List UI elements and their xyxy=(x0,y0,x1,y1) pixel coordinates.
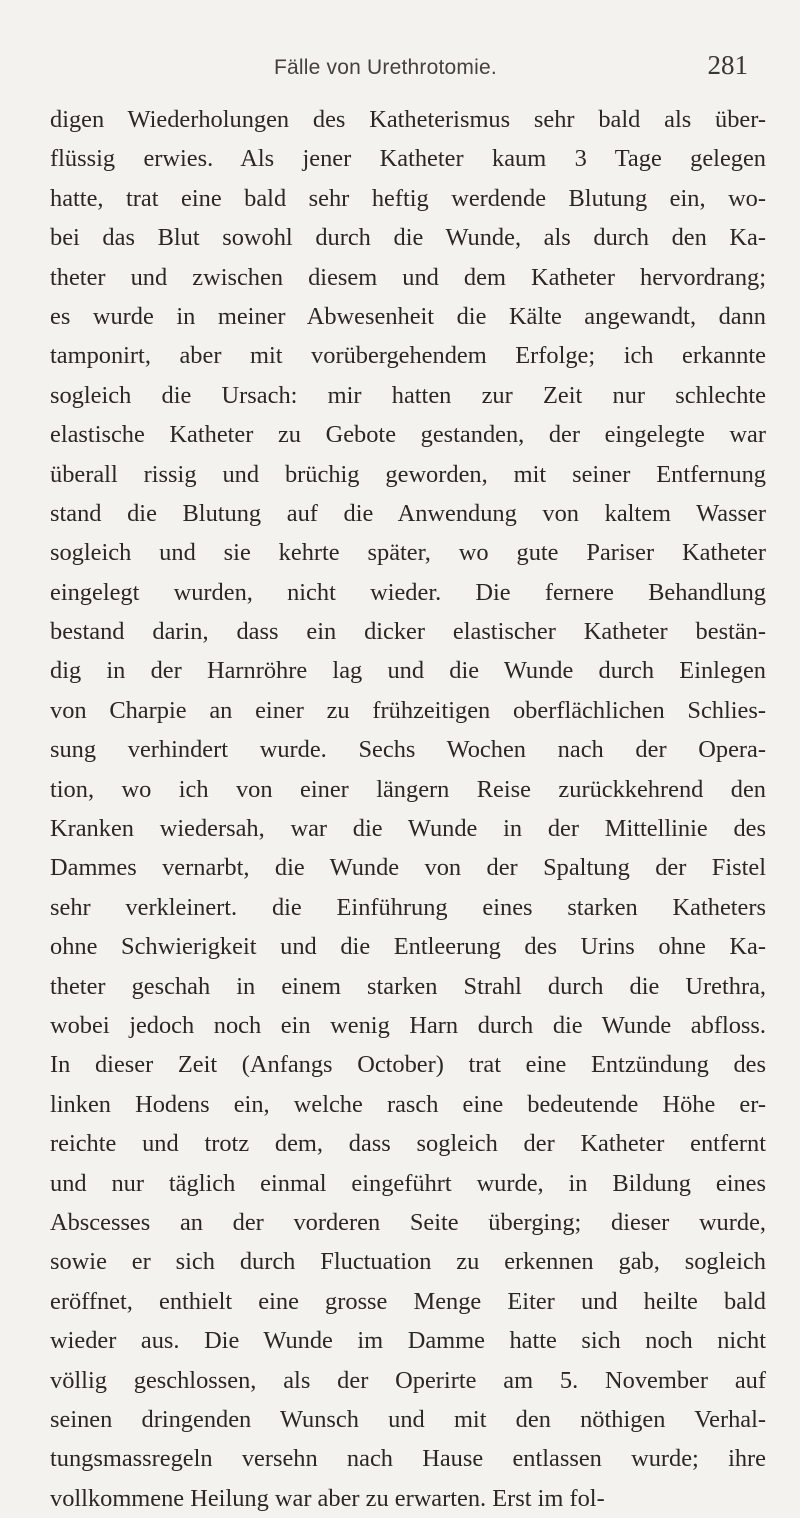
page-number: 281 xyxy=(707,50,748,80)
text-line: tungsmassregeln versehn nach Hause entlassen wurde; ihre xyxy=(50,1445,766,1473)
text-line: eröffnet, enthielt eine grosse Menge Eiter und heilte bald xyxy=(50,1287,766,1315)
text-line: linken Hodens ein, welche rasch eine bedeutende Höhe er- xyxy=(50,1090,766,1118)
text-line: eingelegt wurden, nicht wieder. Die fernere Behandlung xyxy=(50,578,766,606)
text-line: überall rissig und brüchig geworden, mit seiner Entfernung xyxy=(50,460,766,488)
running-title: Fälle von Urethrotomie. xyxy=(274,56,497,79)
text-line: ohne Schwierigkeit und die Entleerung des Urins ohne Ka- xyxy=(50,933,766,961)
text-line: In dieser Zeit (Anfangs October) trat eine Entzündung des xyxy=(50,1051,766,1079)
text-line: wieder aus. Die Wunde im Damme hatte sich noch nicht xyxy=(50,1327,766,1355)
text-line: völlig geschlossen, als der Operirte am 5. November auf xyxy=(50,1366,766,1394)
text-line: von Charpie an einer zu frühzeitigen oberflächlichen Schlies- xyxy=(50,696,766,724)
text-line: theter geschah in einem starken Strahl durch die Urethra, xyxy=(50,972,766,1000)
text-line: flüssig erwies. Als jener Katheter kaum 3 Tage gelegen xyxy=(50,145,766,173)
text-line: seinen dringenden Wunsch und mit den nöthigen Verhal- xyxy=(50,1405,766,1433)
text-line: reichte und trotz dem, dass sogleich der Katheter entfernt xyxy=(50,1130,766,1158)
text-line: Abscesses an der vorderen Seite überging; dieser wurde, xyxy=(50,1208,766,1236)
text-line: elastische Katheter zu Gebote gestanden, der eingelegte war xyxy=(50,421,766,449)
text-line: wobei jedoch noch ein wenig Harn durch die Wunde abfloss. xyxy=(50,1011,766,1039)
text-line: sung verhindert wurde. Sechs Wochen nach der Opera- xyxy=(50,736,766,764)
text-line: sogleich und sie kehrte später, wo gute Pariser Katheter xyxy=(50,539,766,567)
text-line: sehr verkleinert. die Einführung eines starken Katheters xyxy=(50,893,766,921)
text-line: Kranken wiedersah, war die Wunde in der Mittellinie des xyxy=(50,815,766,843)
text-line: es wurde in meiner Abwesenheit die Kälte angewandt, dann xyxy=(50,302,766,330)
body-text xyxy=(50,100,766,1518)
text-line: bestand darin, dass ein dicker elastischer Katheter bestän- xyxy=(50,618,766,646)
text-line: bei das Blut sowohl durch die Wunde, als durch den Ka- xyxy=(50,224,766,252)
text-line: dig in der Harnröhre lag und die Wunde durch Einlegen xyxy=(50,657,766,685)
text-line: sogleich die Ursach: mir hatten zur Zeit nur schlechte xyxy=(50,381,766,409)
text-line: und nur täglich einmal eingeführt wurde, in Bildung eines xyxy=(50,1169,766,1197)
running-head xyxy=(0,50,800,90)
text-line: tion, wo ich von einer längern Reise zurückkehrend den xyxy=(50,775,766,803)
text-line: stand die Blutung auf die Anwendung von kaltem Wasser xyxy=(50,499,766,527)
text-line: digen Wiederholungen des Katheterismus sehr bald als über- xyxy=(50,106,766,133)
text-line: sowie er sich durch Fluctuation zu erkennen gab, sogleich xyxy=(50,1248,766,1276)
text-line: vollkommene Heilung war aber zu erwarten. Erst im fol- xyxy=(50,1484,605,1512)
text-line: tamponirt, aber mit vorübergehendem Erfolge; ich erkannte xyxy=(50,342,766,370)
text-line: Dammes vernarbt, die Wunde von der Spaltung der Fistel xyxy=(50,854,766,882)
text-line: theter und zwischen diesem und dem Katheter hervordrang; xyxy=(50,263,766,291)
text-line: hatte, trat eine bald sehr heftig werdende Blutung ein, wo- xyxy=(50,184,766,212)
